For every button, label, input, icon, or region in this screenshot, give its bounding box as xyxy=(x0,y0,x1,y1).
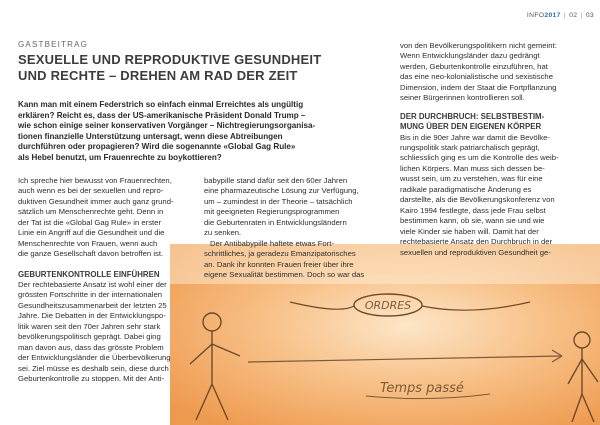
subheading: GEBURTENKONTROLLE EINFÜHREN xyxy=(18,269,160,279)
column-3 xyxy=(400,41,586,258)
headline-line: UND RECHTE – DREHEN AM RAD DER ZEIT xyxy=(18,67,298,83)
page-number: 03 xyxy=(585,12,594,19)
paragraph: Ich spreche hier bewusst von Frauenrechten, auch wenn es bei der sexuellen und repro- duktiven Gesundheit immer auch ganz grund- sätzlich um Menschenrechte geht. Denn in der Tat ist die «Global Gag Rule» in erster Linie ein Angriff auf die Gesundheit und die Menschenrechte von Frauen, wenn auch die ganze Gesellschaft davon betroffen ist. xyxy=(18,176,174,259)
paragraph: babypille stand dafür seit den 60er Jahren eine pharmazeutische Lösung zur Verfügung, um – zumindest in der Theorie – tatsächlich mit geeigneten Regierungsprogrammen die Geburtenraten in Entwicklungsländern zu senken. xyxy=(204,176,359,238)
issue-number: 02 xyxy=(569,12,578,19)
lead-line: erklären? Reicht es, dass der US-amerikanische Präsident Donald Trump – xyxy=(18,110,306,120)
paragraph: von den Bevölkerungspolitikern nicht gemeint: Wenn Entwicklungsländer dazu gedrängt werden, Geburtenkontrolle einzuführen, hat das eine neo-kolonialistische und sexistische Dimension, indem der Staat die Fortpflanzung seiner Bürgerinnen kontrollieren soll. xyxy=(400,41,557,103)
headline xyxy=(18,52,390,83)
column-2 xyxy=(204,176,387,281)
masthead: INFO2017 | 02 | 03 xyxy=(526,12,594,19)
section-kicker: GASTBEITRAG xyxy=(18,40,89,49)
paragraph: Der Antibabypille haftete etwas Fort- schrittliches, ja geradezu Emanzipatorisches an. Dank ihr konnten Frauen freier über ihre eigene Sexualität bestimmen. Doch so war das xyxy=(204,238,365,280)
lead-line: Kann man mit einem Federstrich so einfach einmal Erreichtes als ungültig xyxy=(18,100,304,109)
paragraph: Bis in die 90er Jahre war damit die Bevölke- rungspolitik stark patriarchalisch geprägt, schliesslich ging es um die Kontrolle des weib- lichen Körpers. Man muss sich dessen be- wusst sein, um zu verstehen, was für eine radikale paradigmatische Änderung es darstellte, als die Bevölkerungskonferenz von Kairo 1994 festlegte, dass jede Frau selbst bestimmen kann, ob sie, wann sie und wie viele Kinder sie haben will. Damit hat der rechtebasierte Ansatz den Durchbruch in der sexuellen und reproduktiven Gesundheit ge- xyxy=(400,132,559,257)
brand-label: INFO xyxy=(526,12,545,19)
column-1 xyxy=(18,176,196,385)
lead-line: wie schon einige seiner konservativen Vorgänger – Nichtregierungsorganisa- xyxy=(18,121,316,131)
paragraph: Der rechtebasierte Ansatz ist wohl einer der grössten Fortschritte in der internationalen Gesundheitszusammenarbeit der letzten 25 Jahre. Die Debatten in der Entwicklungspo- litik waren seit den 70er Jahren sehr stark bevölkerungspolitisch geprägt. Dabei ging man davon aus, dass das grösste Problem der Entwicklungsländer die Überbevölkerung sei. Ziel müsse es deshalb sein, diese durch Geburtenkontrolle zu stoppen. Mit der Anti- xyxy=(18,280,171,384)
sign-text: ORDRES xyxy=(364,299,412,312)
bottom-handwriting: Temps passé xyxy=(380,381,464,396)
lead-line: tionen finanzielle Unterstützung untersagt, wenn diese Abtreibungen xyxy=(18,131,283,141)
subheading: DER DURCHBRUCH: SELBSTBESTIM- MUNG ÜBER DEN EIGENEN KÖRPER xyxy=(400,111,545,132)
headline-line: SEXUELLE UND REPRODUKTIVE GESUNDHEIT xyxy=(18,52,322,67)
lead-line: durchführen oder propagieren? Wird die sogenannte «Global Gag Rule» xyxy=(18,142,296,152)
lead-paragraph xyxy=(18,100,390,164)
year-label: 2017 xyxy=(544,12,561,19)
lead-line: als Hebel benutzt, um Frauenrechte zu boykottieren? xyxy=(18,152,222,162)
